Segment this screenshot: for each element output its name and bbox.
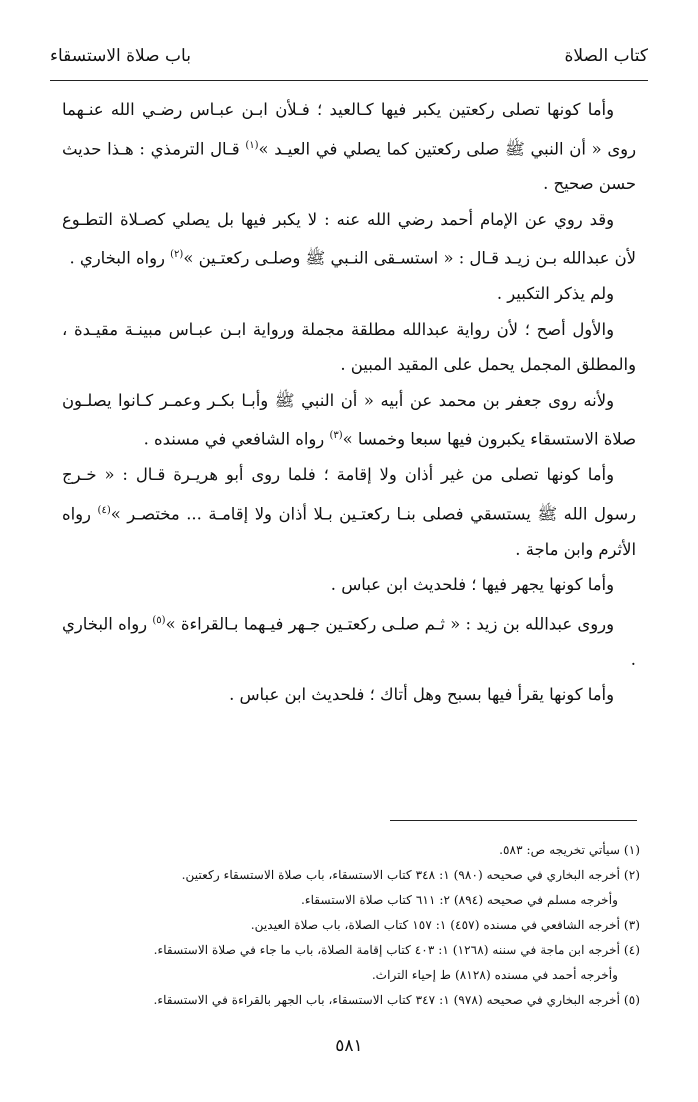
paragraph-text: ولم يذكر التكبير . [496, 284, 614, 304]
paragraph-text: وأما كونها يجهر فيها ؛ فلحديث ابن عباس . [330, 575, 614, 595]
paragraph [62, 567, 636, 603]
header-chapter-title: باب صلاة الاستسقاء [50, 46, 191, 66]
paragraph-text: وقد روي عن الإمام أحمد رضي الله عنه : لا يكبر فيها بل يصلي كصـلاة التطـوع لأن عبدالله بـن زيـد قـال : « استسـقى النـبي ﷺ وصلـى ركعتـين » [62, 209, 636, 268]
paragraph-text: رواه الأثرم وابن ماجة . [62, 504, 636, 559]
paragraph-text: وروى عبدالله بن زيد : « ثـم صلـى ركعتـين جـهر فيـهما بـالقراءة » [165, 614, 614, 634]
footnote-text: وأخرجه أحمد في مسنده (٨١٢٨) ط إحياء التراث. [371, 968, 618, 982]
footnote [62, 988, 640, 1013]
header-divider [50, 80, 648, 81]
paragraph-text: ولأنه روى جعفر بن محمد عن أبيه « أن النبي ﷺ وأبـا بكـر وعمـر كـانوا يصلـون صلاة الاستسقاء يكبرون فيها سبعا وخمسا » [62, 390, 636, 449]
paragraph [62, 457, 636, 567]
paragraph-text: رواه البخاري . [62, 614, 636, 669]
paragraph-text: رواه البخاري . [69, 248, 171, 268]
footnote-text: أخرجه البخاري في صحيحه (٩٨٠) ١: ٣٤٨ كتاب الاستسقاء، باب صلاة الاستسقاء ركعتين. [181, 868, 621, 882]
footnote-text: أخرجه ابن ماجة في سننه (١٢٦٨) ١: ٤٠٣ كتاب إقامة الصلاة، باب ما جاء في صلاة الاستسقاء. [153, 943, 621, 957]
footnote-number: (٣) [623, 918, 640, 932]
paragraph [62, 383, 636, 457]
footnote [62, 888, 640, 913]
paragraph [62, 603, 636, 677]
footnotes [62, 838, 640, 1013]
footnote [62, 938, 640, 963]
paragraph-text: والأول أصح ؛ لأن رواية عبدالله مطلقة مجملة ورواية ابـن عبـاس مبينـة مقيـدة ، والمطلق المجمل يحمل على المقيد المبين . [62, 319, 636, 375]
footnote [62, 913, 640, 938]
header-book-title: كتاب الصلاة [564, 46, 648, 66]
footnote [62, 963, 640, 988]
footnote-text: أخرجه البخاري في صحيحه (٩٧٨) ١: ٣٤٧ كتاب الاستسقاء، باب الجهر بالقراءة في الاستسقاء. [153, 993, 621, 1007]
main-text [62, 92, 636, 713]
paragraph-text: رواه الشافعي في مسنده . [143, 429, 330, 449]
paragraph-text: وأما كونها يقرأ فيها بسبح وهل أتاك ؛ فلحديث ابن عباس . [229, 685, 614, 705]
footnote-ref: (٣) [329, 430, 343, 442]
paragraph [62, 677, 636, 713]
footnote-text: سيأتي تخريجه ص: ٥٨٣. [499, 843, 621, 857]
footnote-ref: (٢) [170, 249, 184, 261]
paragraph [62, 312, 636, 383]
footnote-number: (٥) [623, 993, 640, 1007]
footnote-ref: (٤) [97, 504, 111, 516]
footnote-number: (٢) [623, 868, 640, 882]
page-number: ٥٨١ [335, 1036, 363, 1056]
paragraph-text: قـال الترمذي : هـذا حديث حسن صحيح . [62, 138, 636, 194]
paragraph-text: وأما كونها تصلى من غير أذان ولا إقامة ؛ فلما روى أبو هريـرة قـال : « خـرج رسول الله ﷺ يستسقي فصلى بنـا ركعتـين بـلا أذان ولا إقامـة ... مختصـر » [62, 465, 637, 524]
footnote-divider [390, 820, 637, 821]
running-header [50, 40, 648, 72]
footnote [62, 838, 640, 863]
paragraph [62, 92, 636, 202]
footnote [62, 863, 640, 888]
paragraph-text: وأما كونها تصلى ركعتين يكبر فيها كـالعيد ؛ فـلأن ابـن عبـاس رضـي الله عنـهما روى « أن النبي ﷺ صلى ركعتين كما يصلي في العيـد » [62, 100, 636, 158]
footnote-number: (٤) [623, 943, 640, 957]
footnote-text: وأخرجه مسلم في صحيحه (٨٩٤) ٢: ٦١١ كتاب صلاة الاستسقاء. [300, 893, 618, 907]
footnote-ref: (١) [245, 139, 259, 151]
paragraph [62, 202, 636, 276]
paragraph [62, 276, 636, 312]
footnote-number: (١) [623, 843, 640, 857]
footnote-text: أخرجه الشافعي في مسنده (٤٥٧) ١: ١٥٧ كتاب الصلاة، باب صلاة العيدين. [250, 918, 621, 932]
footnote-ref: (٥) [152, 614, 166, 626]
